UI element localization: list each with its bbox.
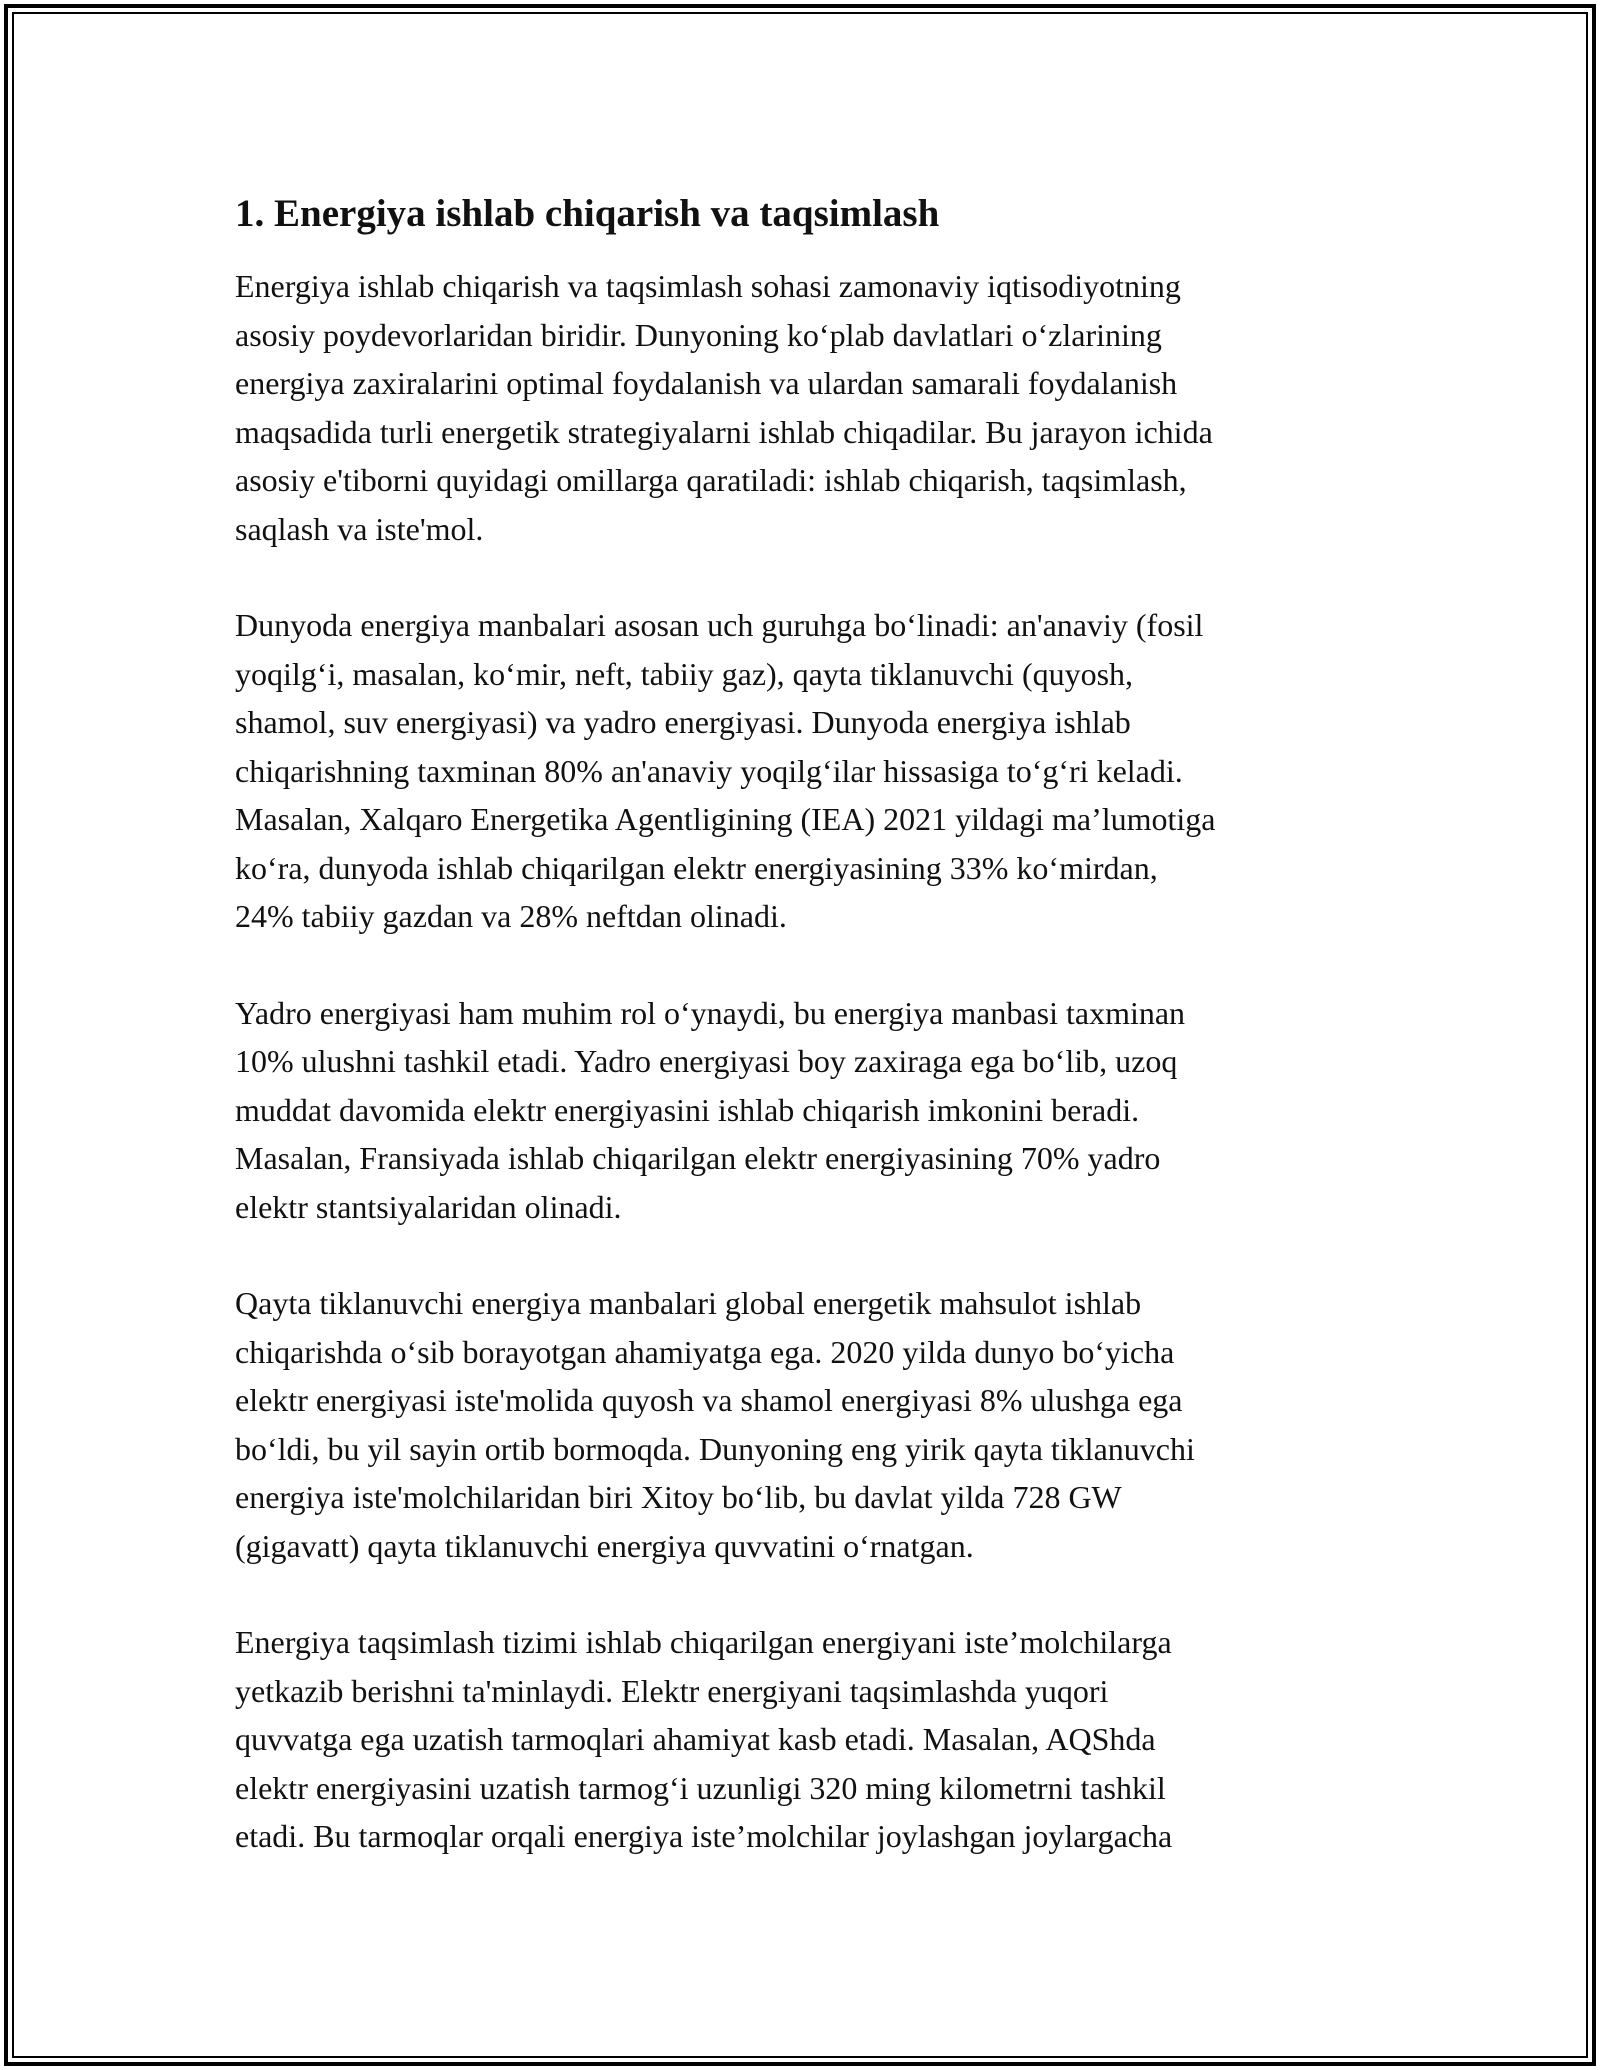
paragraph-3 — [235, 989, 1375, 1232]
text-line: yoqilgʻi, masalan, koʻmir, neft, tabiiy gaz), qayta tiklanuvchi (quyosh, — [235, 655, 1134, 692]
text-line: Dunyoda energiya manbalari asosan uch guruhga boʻlinadi: an'anaviy (fosil — [235, 607, 1204, 643]
text-line: quvvatga ega uzatish tarmoqlari ahamiyat kasb etadi. Masalan, AQShda — [235, 1721, 1156, 1757]
text-line: Energiya taqsimlash tizimi ishlab chiqarilgan energiyani isteʼmolchilarga — [235, 1624, 1172, 1660]
text-line: elektr stantsiyalaridan olinadi. — [235, 1188, 622, 1225]
text-line: 24% tabiiy gazdan va 28% neftdan olinadi. — [235, 898, 787, 934]
text-line: muddat davomida elektr energiyasini ishlab chiqarish imkonini beradi. — [235, 1091, 1140, 1128]
text-line: elektr energiyasini uzatish tarmogʻi uzunligi 320 ming kilometrni tashkil — [235, 1769, 1166, 1806]
text-line: energiya iste'molchilaridan biri Xitoy boʻlib, bu davlat yilda 728 GW — [235, 1479, 1122, 1515]
paragraph-4 — [235, 1279, 1375, 1570]
text-line: Masalan, Xalqaro Energetika Agentligining (IEA) 2021 yildagi maʼlumotiga — [235, 801, 1216, 837]
text-line: elektr energiyasi iste'molida quyosh va shamol energiyasi 8% ulushga ega — [235, 1382, 1183, 1418]
paragraph-2 — [235, 601, 1375, 941]
text-line: 10% ulushni tashkil etadi. Yadro energiyasi boy zaxiraga ega boʻlib, uzoq — [235, 1043, 1178, 1079]
text-line: (gigavatt) qayta tiklanuvchi energiya quvvatini oʻrnatgan. — [235, 1527, 974, 1564]
text-line: Qayta tiklanuvchi energiya manbalari global energetik mahsulot ishlab — [235, 1285, 1142, 1321]
text-line: maqsadida turli energetik strategiyalarni ishlab chiqadilar. Bu jarayon ichida — [235, 413, 1213, 450]
text-line: chiqarishning taxminan 80% an'anaviy yoqilgʻilar hissasiga toʻgʻri keladi. — [235, 752, 1183, 789]
text-line: saqlash va iste'mol. — [235, 510, 484, 547]
text-line: asosiy e'tiborni quyidagi omillarga qaratiladi: ishlab chiqarish, taqsimlash, — [235, 462, 1187, 498]
text-line: asosiy poydevorlaridan biridir. Dunyoning koʻplab davlatlari oʻzlarining — [235, 316, 1162, 353]
text-line: yetkazib berishni ta'minlaydi. Elektr energiyani taqsimlashda yuqori — [235, 1672, 1109, 1709]
section-heading: 1. Energiya ishlab chiqarish va taqsimlash — [235, 192, 940, 235]
text-line: etadi. Bu tarmoqlar orqali energiya isteʼmolchilar joylashgan joylargacha — [235, 1818, 1173, 1854]
text-line: Energiya ishlab chiqarish va taqsimlash sohasi zamonaviy iqtisodiyotning — [235, 268, 1181, 304]
text-line: shamol, suv energiyasi) va yadro energiyasi. Dunyoda energiya ishlab — [235, 704, 1131, 740]
text-line: chiqarishda oʻsib borayotgan ahamiyatga ega. 2020 yilda dunyo boʻyicha — [235, 1333, 1175, 1370]
paragraph-5 — [235, 1618, 1375, 1861]
text-line: energiya zaxiralarini optimal foydalanish va ulardan samarali foydalanish — [235, 365, 1178, 401]
text-line: Masalan, Fransiyada ishlab chiqarilgan elektr energiyasining 70% yadro — [235, 1140, 1161, 1176]
text-line: Yadro energiyasi ham muhim rol oʻynaydi, bu energiya manbasi taxminan — [235, 994, 1186, 1031]
text-line: koʻra, dunyoda ishlab chiqarilgan elektr energiyasining 33% koʻmirdan, — [235, 849, 1158, 886]
paragraph-1 — [235, 262, 1375, 553]
document-body — [235, 188, 1375, 1909]
text-line: boʻldi, bu yil sayin ortib bormoqda. Dunyoning eng yirik qayta tiklanuvchi — [235, 1430, 1195, 1467]
